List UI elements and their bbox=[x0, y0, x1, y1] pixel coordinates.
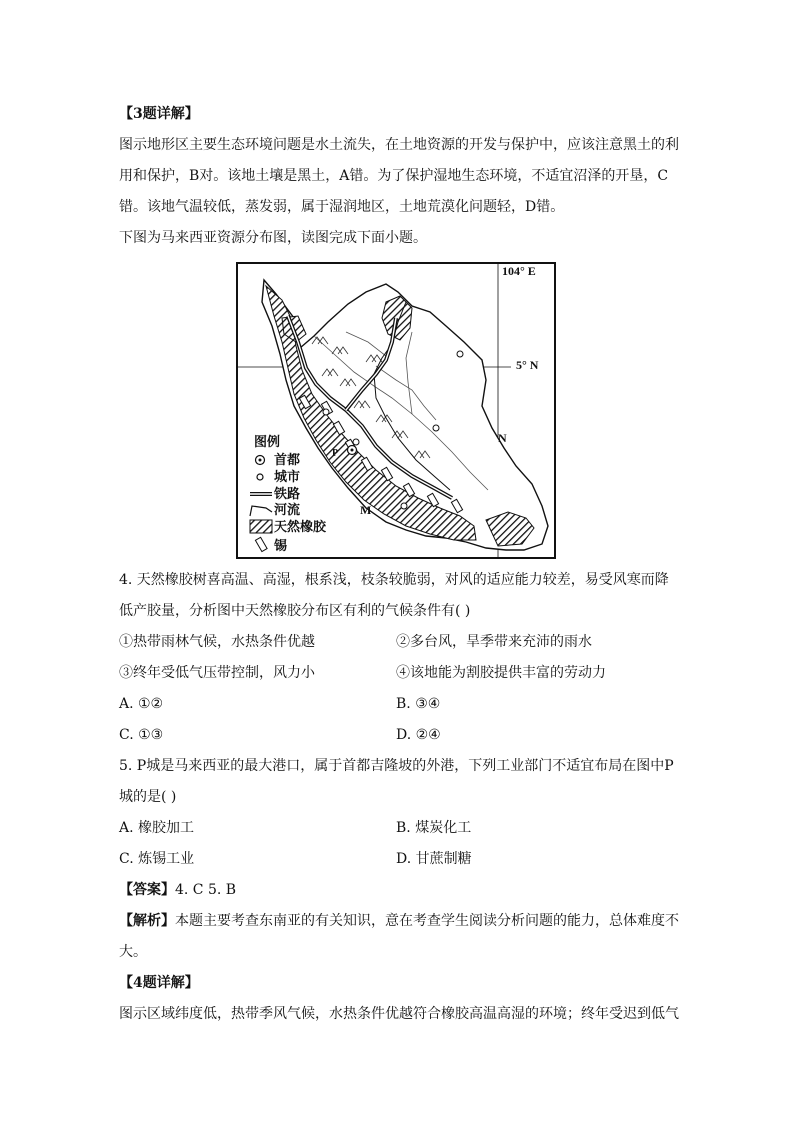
section4-para-line1: 图示区域纬度低，热带季风气候，水热条件优越符合橡胶高温高湿的环境；终年受迟到低气 bbox=[119, 1006, 679, 1022]
section3-para-line2: 用和保护，B对。该地土壤是黑土，A错。为了保护湿地生态环境，不适宜沼泽的开垦，C bbox=[119, 168, 669, 184]
section3-para-line3: 错。该地气温较低，蒸发弱，属于湿润地区，土地荒漠化问题轻，D错。 bbox=[119, 199, 565, 215]
q4-statement-3: ③终年受低气压带控制，风力小 bbox=[119, 665, 315, 681]
analysis-text1: 本题主要考查东南亚的有关知识，意在考查学生阅读分析问题的能力，总体难度不 bbox=[175, 913, 679, 929]
analysis-line1 bbox=[119, 911, 679, 931]
q4-stem-line2: 低产胶量，分析图中天然橡胶分布区有利的气候条件有( ) bbox=[119, 603, 471, 619]
answer-label: 【答案】 bbox=[119, 882, 175, 898]
legend-rubber-icon bbox=[250, 520, 272, 533]
q4-statement-1: ①热带雨林气候，水热条件优越 bbox=[119, 634, 315, 650]
legend-river-label: 河流 bbox=[274, 502, 301, 517]
section3-heading: 【3题详解】 bbox=[119, 106, 199, 122]
legend-railway-label: 铁路 bbox=[274, 486, 301, 501]
section3-para-line1: 图示地形区主要生态环境问题是水土流失，在土地资源的开发与保护中，应该注意黑土的利 bbox=[119, 137, 679, 153]
legend-capital-label: 首都 bbox=[274, 452, 301, 467]
q5-stem-line2: 城的是( ) bbox=[119, 789, 177, 805]
q4-statement-2: ②多台风，旱季带来充沛的雨水 bbox=[396, 634, 592, 650]
malaysia-resource-map bbox=[236, 262, 556, 559]
legend-city-label: 城市 bbox=[274, 469, 301, 484]
label-p: P bbox=[332, 448, 339, 459]
answer-line bbox=[119, 880, 236, 900]
q4-statement-4: ④该地能为割胶提供丰富的劳动力 bbox=[396, 665, 606, 681]
q5-stem-line1: 5. P城是马来西亚的最大港口，属于首都吉隆坡的外港，下列工业部门不适宜布局在图中P bbox=[119, 758, 674, 774]
q4-option-d: D. ②④ bbox=[396, 727, 441, 743]
legend-city-icon bbox=[257, 474, 263, 480]
analysis-label: 【解析】 bbox=[119, 913, 175, 929]
map-intro: 下图为马来西亚资源分布图，读图完成下面小题。 bbox=[119, 230, 427, 246]
q4-option-a: A. ①② bbox=[119, 696, 164, 712]
q4-option-c: C. ①③ bbox=[119, 727, 164, 743]
q5-option-c: C. 炼锡工业 bbox=[119, 851, 195, 867]
legend-title: 图例 bbox=[254, 434, 281, 449]
q5-option-a: A. 橡胶加工 bbox=[119, 820, 195, 836]
q5-option-b: B. 煤炭化工 bbox=[396, 820, 472, 836]
q5-option-d: D. 甘蔗制糖 bbox=[396, 851, 472, 867]
label-104e: 104° E bbox=[502, 264, 536, 278]
analysis-line2: 大。 bbox=[119, 944, 147, 960]
q4-stem-line1: 4. 天然橡胶树喜高温、高湿，根系浅，枝条较脆弱，对风的适应能力较差，易受风寒而降 bbox=[119, 572, 669, 588]
section4-heading: 【4题详解】 bbox=[119, 975, 199, 991]
answer-text: 4. C 5. B bbox=[175, 882, 237, 898]
label-m: M bbox=[360, 503, 372, 517]
label-n: N bbox=[498, 431, 507, 445]
legend-tin-label: 锡 bbox=[274, 538, 288, 553]
legend-rubber-label: 天然橡胶 bbox=[274, 519, 327, 534]
label-5n: 5° N bbox=[516, 358, 539, 372]
q4-option-b: B. ③④ bbox=[396, 696, 441, 712]
